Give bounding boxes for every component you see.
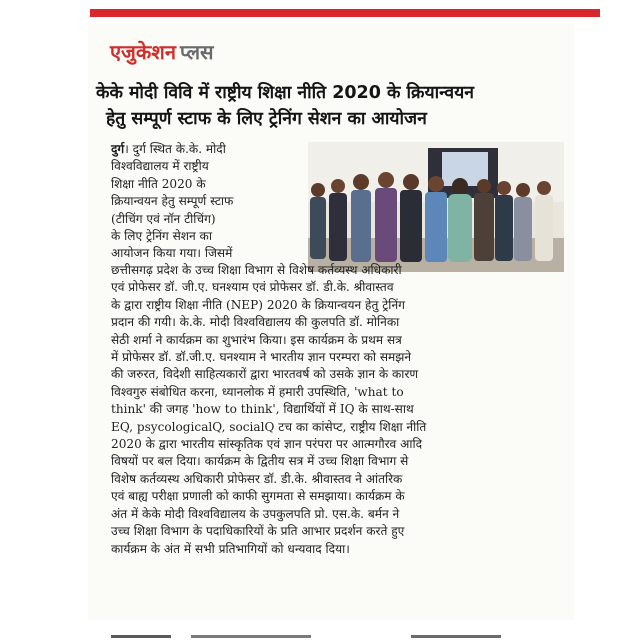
article-line: एवं प्रोफेसर डॉ. जी.ए. घनश्याम एवं प्रोफेसर डॉ. डी.के. श्रीवास्तव (111, 280, 394, 295)
article-line: के द्वारा राष्ट्रीय शिक्षा नीति (NEP) 2020 के क्रियान्वयन हेतु ट्रेनिंग (111, 297, 405, 312)
article-body (111, 262, 566, 558)
article-line: प्रदान की गयी। के.के. मोदी विश्वविद्यालय की कुलपति डॉ. मोनिका (111, 315, 400, 330)
article-line: विश्वगुरु संबोधित करना, ध्यानलोक में हमारी उपस्थिति, 'what to (111, 384, 404, 399)
headline-line-2: हेतु सम्पूर्ण स्टाफ के लिए ट्रेनिंग सेशन का आयोजन (106, 109, 427, 129)
article-line: में प्रोफेसर डॉ. डॉ.जी.ए. घनश्याम ने भारतीय ज्ञान परम्परा को समझने (111, 350, 412, 365)
event-photo (308, 142, 564, 272)
article-line: विश्वविद्यालय में राष्ट्रीय (111, 159, 209, 174)
article-line: क्रियान्वयन हेतु सम्पूर्ण स्टाफ (111, 194, 234, 209)
article-line: (टीचिंग एवं नॉन टीचिंग) (111, 211, 216, 226)
article-line: एवं बाह्य परीक्षा प्रणाली को काफी सुगमता से समझाया। कार्यक्रम के (111, 489, 405, 504)
section-label-main: एजुकेशन (110, 40, 176, 64)
cut-off-text-fragment (111, 627, 561, 640)
article-headline (96, 80, 572, 132)
article-left-column (111, 141, 301, 263)
article-line: उच्च शिक्षा विभाग के पदाधिकारियों के प्रति आभार प्रदर्शन करते हुए (111, 524, 405, 539)
article-line: की जरुरत, विदेशी साहित्यकारों द्वारा भारतवर्ष को उसके ज्ञान के कारण (111, 367, 419, 382)
article-line: अंत में केके मोदी विश्वविद्यालय के उपकुलपति प्रो. एस.के. बर्मन ने (111, 506, 400, 521)
article-line: शिक्षा नीति 2020 के (111, 176, 206, 191)
section-label-plus: प्लस (179, 40, 214, 64)
article-line: आयोजन किया गया। जिसमें (111, 246, 233, 261)
article-line: के लिए ट्रेनिंग सेशन का (111, 229, 212, 244)
top-red-rule (90, 9, 600, 17)
section-label (110, 40, 214, 64)
article-line: दुर्ग। दुर्ग स्थित के.के. मोदी (111, 142, 226, 156)
article-line: think' की जगह 'how to think', विद्यार्थियों में IQ के साथ-साथ (111, 402, 414, 417)
headline-line-1: केके मोदी विवि में राष्ट्रीय शिक्षा नीति 2020 के क्रियान्वयन (96, 83, 475, 103)
article-line: 2020 के द्वारा भारतीय सांस्कृतिक एवं ज्ञान परंपरा पर आत्मगौरव आदि (111, 437, 423, 452)
group-photo-illustration (308, 142, 564, 272)
article-line: सेठी शर्मा ने कार्यक्रम का शुभारंभ किया। इस कार्यक्रम के प्रथम सत्र (111, 332, 402, 347)
article-line: EQ, psycologicalQ, socialQ टच का कांसेप्ट, राष्ट्रीय शिक्षा नीति (111, 419, 427, 434)
article-line: विशेष कर्तव्यस्थ अधिकारी प्रोफेसर डॉ. डी.के. श्रीवास्तव ने आंतरिक (111, 471, 403, 486)
cropped-text-remnant (111, 629, 561, 640)
article-line: छत्तीसगढ़ प्रदेश के उच्च शिक्षा विभाग से विशेष कर्तव्यस्थ अधिकारी (111, 263, 402, 277)
article-line: कार्यक्रम के अंत में सभी प्रतिभागियों को धन्यवाद दिया। (111, 541, 350, 556)
article-line: विषयों पर बल दिया। कार्यक्रम के द्वितीय सत्र में उच्च शिक्षा विभाग से (111, 454, 409, 469)
dateline: दुर्ग (111, 142, 125, 156)
